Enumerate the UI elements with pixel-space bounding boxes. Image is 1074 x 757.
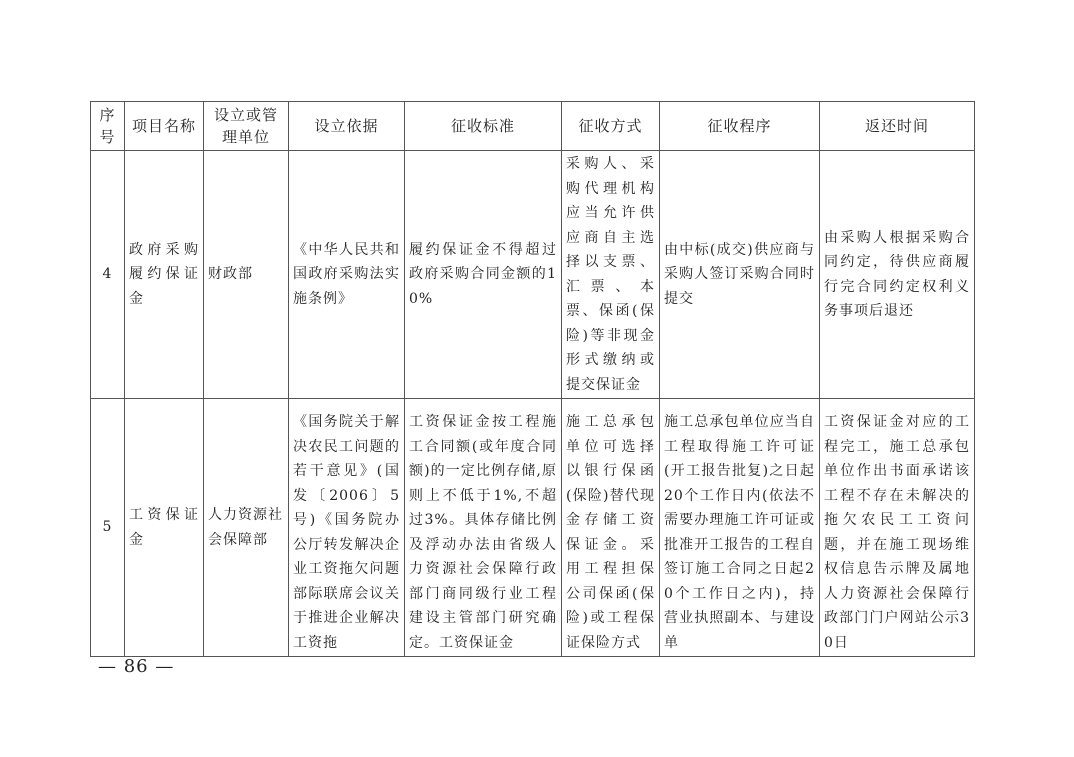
row-name: 工资保证金 [125,399,204,657]
header-row [91,102,975,151]
header-no: 序号 [91,102,125,151]
row-standard: 履约保证金不得超过政府采购合同金额的10% [405,151,562,399]
fee-table [90,101,975,657]
row-standard: 工资保证金按工程施工合同额(或年度合同额)的一定比例存储,原则上不低于1%,不超过3%。具体存储比例及浮动办法由省级人力资源社会保障行政部门商同级行业工程建设主管部门研究确定。工资保证金 [405,399,562,657]
row-name: 政府采购履约保证金 [125,151,204,399]
header-unit: 设立或管理单位 [204,102,289,151]
row-method: 施工总承包单位可选择以银行保函(保险)替代现金存储工资保证金。采用工程担保公司保函(保险)或工程保证保险方式 [562,399,660,657]
header-standard: 征收标准 [405,102,562,151]
row-basis: 《国务院关于解决农民工问题的若干意见》(国发〔2006〕5号)《国务院办公厅转发解决企业工资拖欠问题部际联席会议关于推进企业解决工资拖 [289,399,405,657]
row-method: 采购人、采购代理机构应当允许供应商自主选择以支票、汇票、本票、保函(保险)等非现金形式缴纳或提交保证金 [562,151,660,399]
header-method: 征收方式 [562,102,660,151]
row-refund: 由采购人根据采购合同约定，待供应商履行完合同约定权利义务事项后退还 [820,151,975,399]
table-row [91,399,975,657]
row-no: 4 [91,151,125,399]
header-refund: 返还时间 [820,102,975,151]
page-number: — 86 — [98,656,175,677]
table-row [91,151,975,399]
row-unit: 人力资源社会保障部 [204,399,289,657]
row-basis: 《中华人民共和国政府采购法实施条例》 [289,151,405,399]
row-procedure: 施工总承包单位应当自工程取得施工许可证(开工报告批复)之日起20个工作日内(依法不需要办理施工许可证或批准开工报告的工程自签订施工合同之日起20个工作日之内)，持营业执照副本、与建设单 [660,399,820,657]
row-refund: 工资保证金对应的工程完工，施工总承包单位作出书面承诺该工程不存在未解决的拖欠农民工工资问题，并在施工现场维权信息告示牌及属地人力资源社会保障行政部门门户网站公示30日 [820,399,975,657]
header-name: 项目名称 [125,102,204,151]
row-no: 5 [91,399,125,657]
header-procedure: 征收程序 [660,102,820,151]
header-basis: 设立依据 [289,102,405,151]
row-unit: 财政部 [204,151,289,399]
row-procedure: 由中标(成交)供应商与采购人签订采购合同时提交 [660,151,820,399]
